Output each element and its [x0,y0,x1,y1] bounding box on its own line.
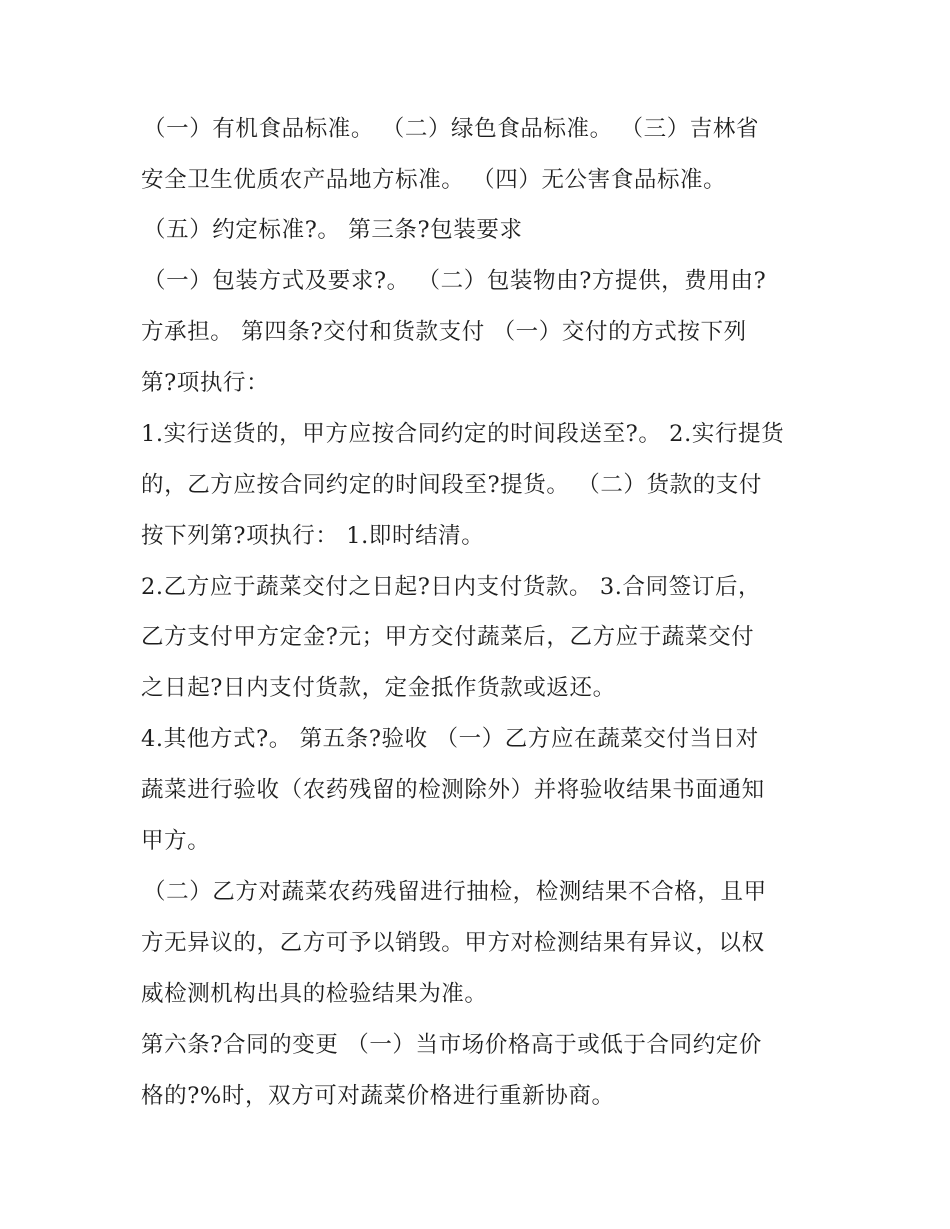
text-line: 格的?%时，双方可对蔬菜价格进行重新协商。 [141,1083,615,1109]
text-line: （五）约定标准?。 第三条?包装要求 [143,217,523,243]
text-line: 的，乙方应按合同约定的时间段至?提货。 （二）货款的支付 [141,472,763,498]
text-line: 乙方支付甲方定金?元；甲方交付蔬菜后，乙方应于蔬菜交付 [141,624,755,650]
text-line: （二）乙方对蔬菜农药残留进行抽检，检测结果不合格，且甲 [143,879,767,905]
text-line: （一）包装方式及要求?。 （二）包装物由?方提供，费用由? [143,268,767,294]
text-line: 第六条?合同的变更 （一）当市场价格高于或低于合同约定价 [141,1032,763,1058]
text-line: 按下列第?项执行： 1.即时结清。 [141,523,485,549]
text-line: 蔬菜进行验收（农药残留的检测除外）并将验收结果书面通知 [141,777,765,803]
text-line: 4.其他方式?。 第五条?验收 （一）乙方应在蔬菜交付当日对 [141,726,759,752]
text-line: 威检测机构出具的检验结果为准。 [141,981,488,1007]
text-line: （一）有机食品标准。 （二）绿色食品标准。 （三）吉林省 [143,116,760,142]
text-line: 方承担。 第四条?交付和货款支付 （一）交付的方式按下列 [141,319,747,345]
text-line: 之日起?日内支付货款，定金抵作货款或返还。 [141,675,616,701]
text-line: 安全卫生优质农产品地方标准。 （四）无公害食品标准。 [141,167,727,193]
text-line: 甲方。 [141,828,211,854]
text-line: 方无异议的，乙方可予以销毁。甲方对检测结果有异议，以权 [141,930,765,956]
text-line: 2.乙方应于蔬菜交付之日起?日内支付货款。 3.合同签订后， [141,574,762,600]
text-line: 1.实行送货的，甲方应按合同约定的时间段送至?。 2.实行提货 [141,421,785,447]
text-line: 第?项执行： [141,370,270,396]
